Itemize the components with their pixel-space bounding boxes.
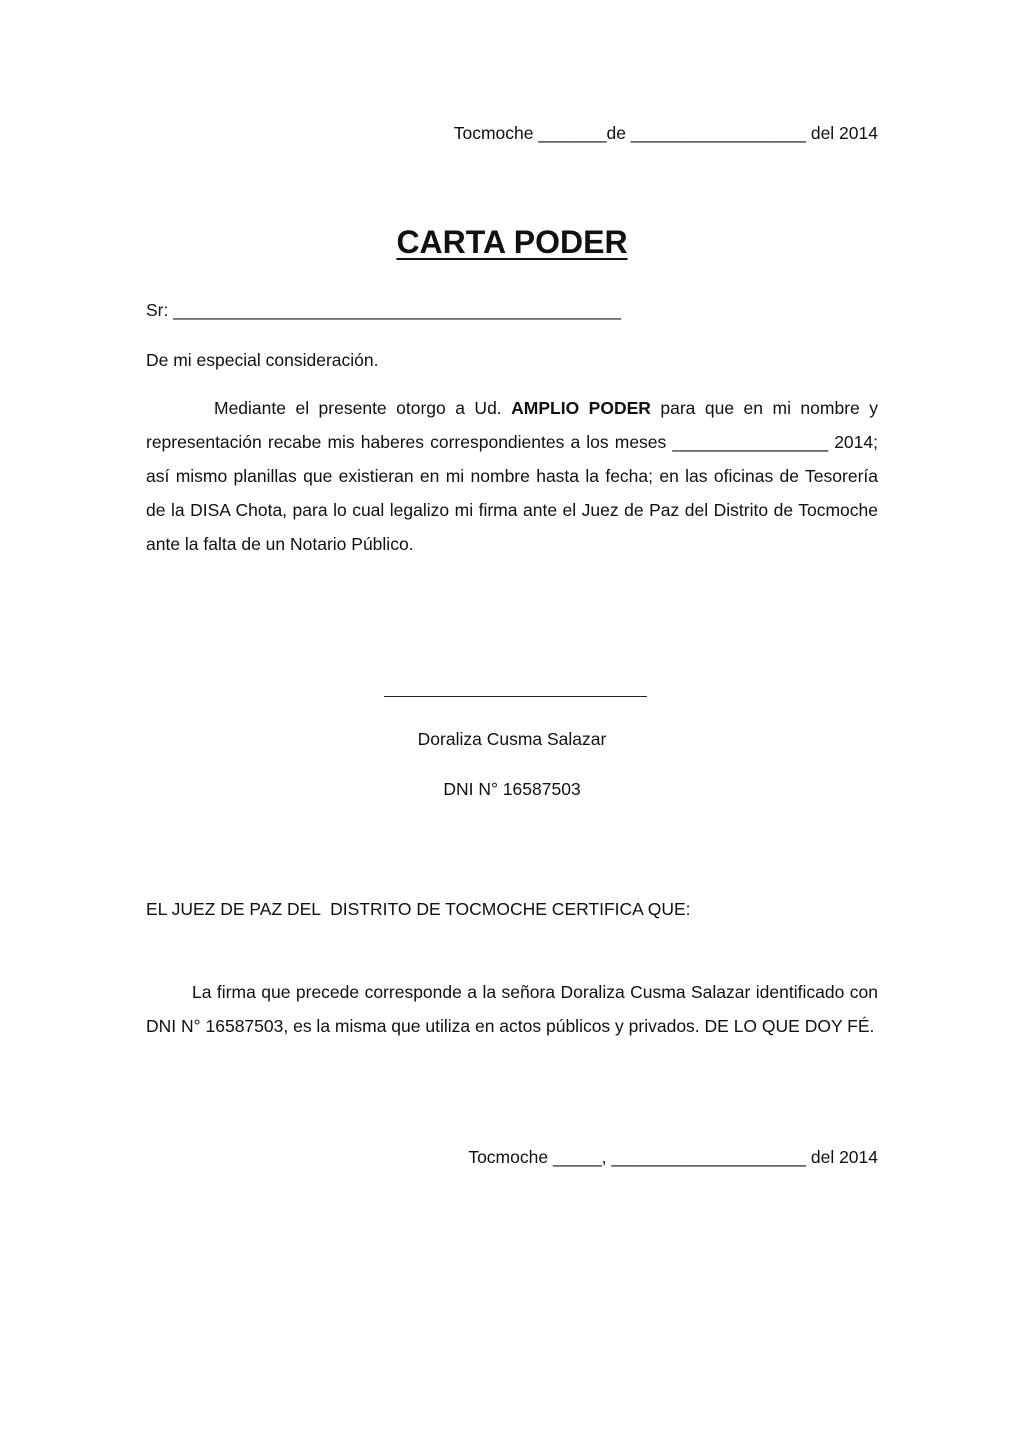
- body-paragraph: [146, 391, 878, 561]
- header-date-line: Tocmoche _______de __________________ del 2014: [453, 123, 878, 143]
- greeting: De mi especial consideración.: [146, 350, 379, 370]
- signature-line: [384, 696, 647, 697]
- body-text-rest: para que en mi nombre y representación recabe mis haberes correspondientes a los meses ________________ 2014; así mismo planillas que existieran en mi nombre hasta la fecha; en las oficinas de Tesorería de la DISA Chota, para lo cual legalizo mi firma ante el Juez de Paz del Distrito de Tocmoche ante la falta de un Notario Público.: [146, 398, 878, 554]
- footer-date-line: Tocmoche _____, ____________________ del 2014: [468, 1147, 878, 1167]
- signatory-dni: DNI N° 16587503: [443, 779, 581, 799]
- recipient-line: Sr: ______________________________________________: [146, 300, 621, 320]
- signatory-name: Doraliza Cusma Salazar: [417, 729, 607, 749]
- document-title: CARTA PODER: [396, 224, 628, 260]
- certification-text: La firma que precede corresponde a la señora Doraliza Cusma Salazar identificado con DNI N° 16587503, es la misma que utiliza en actos públicos y privados. DE LO QUE DOY FÉ.: [146, 982, 878, 1036]
- amplio-poder-emphasis: AMPLIO PODER: [511, 398, 651, 418]
- certification-heading: EL JUEZ DE PAZ DEL DISTRITO DE TOCMOCHE CERTIFICA QUE:: [146, 899, 691, 919]
- body-text-start: Mediante el presente otorgo a Ud.: [214, 398, 512, 418]
